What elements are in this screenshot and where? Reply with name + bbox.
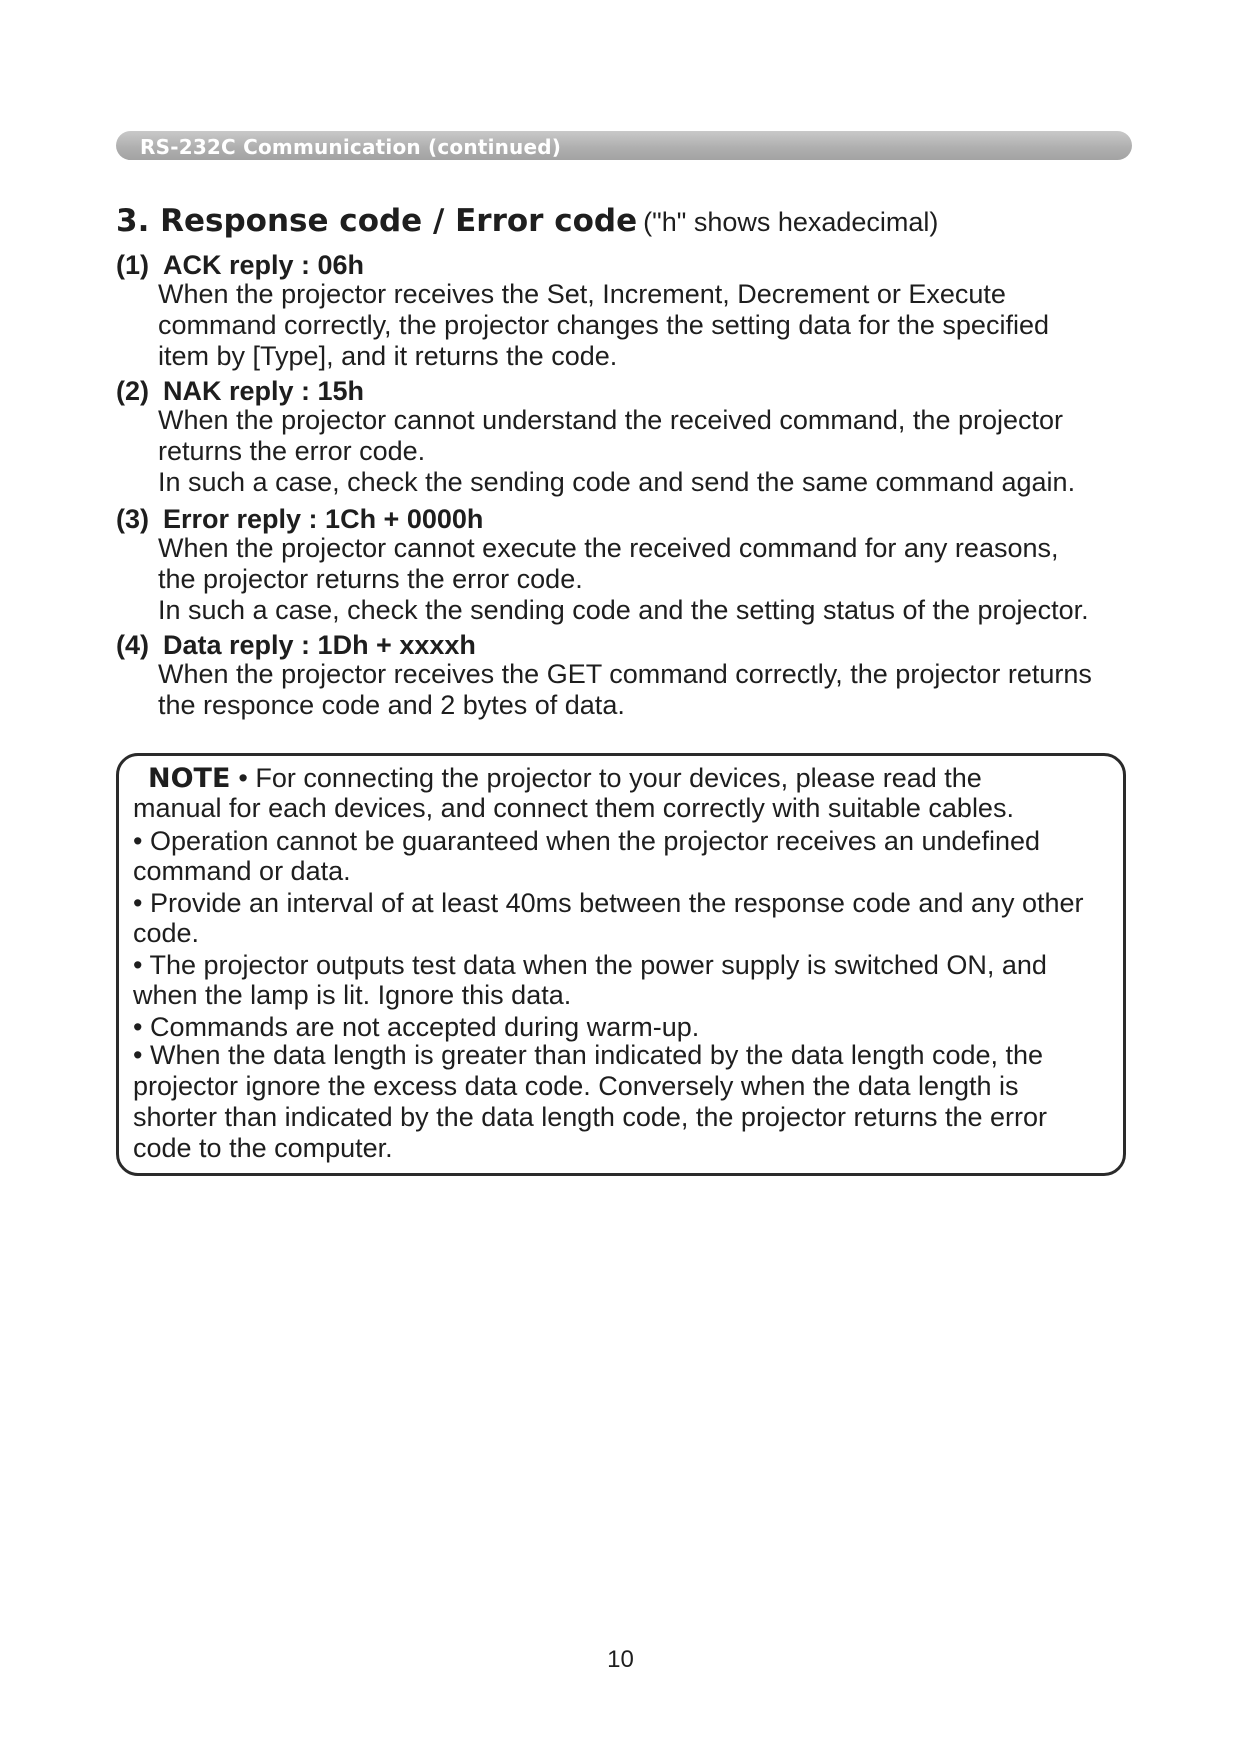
item-body-line: returns the error code. [158,436,426,466]
item-title-text: Error reply : 1Ch + 0000h [163,504,484,534]
item-body-line: In such a case, check the sending code and the setting status of the projector. [158,595,1089,625]
item-number: (3) [116,504,149,534]
note-line: code. [133,918,200,948]
item-body-line: In such a case, check the sending code and send the same command again. [158,467,1076,497]
note-line: projector ignore the excess data code. Conversely when the data length is [133,1071,1019,1101]
section-heading-note: ("h" shows hexadecimal) [643,207,939,237]
item-nak-title [116,376,364,407]
item-body-line: the responce code and 2 bytes of data. [158,690,625,720]
item-body-line: command correctly, the projector changes the setting data for the specified [158,310,1049,340]
item-body-line: When the projector cannot execute the received command for any reasons, [158,533,1059,563]
note-line: • When the data length is greater than indicated by the data length code, the [133,1040,1044,1070]
note-line-text: • For connecting the projector to your devices, please read the [238,763,982,793]
item-title-text: Data reply : 1Dh + xxxxh [163,630,476,660]
item-number: (2) [116,376,149,406]
note-line: shorter than indicated by the data length code, the projector returns the error [133,1102,1048,1132]
note-line: when the lamp is lit. Ignore this data. [133,980,572,1010]
note-line: • Commands are not accepted during warm-up. [133,1012,700,1042]
section-heading [116,203,938,239]
note-line: • The projector outputs test data when the power supply is switched ON, and [133,950,1047,980]
section-banner-label: RS-232C Communication (continued) [140,135,562,159]
note-line [133,763,982,794]
item-body-line: When the projector receives the Set, Increment, Decrement or Execute [158,279,1006,309]
note-line: command or data. [133,856,351,886]
note-line: code to the computer. [133,1133,393,1163]
section-heading-title: 3. Response code / Error code [116,203,638,239]
page-number: 10 [607,1646,634,1673]
section-banner [116,131,1132,160]
item-body-line: item by [Type], and it returns the code. [158,341,618,371]
item-ack-title [116,250,364,281]
item-body-line: the projector returns the error code. [158,564,583,594]
note-label: NOTE [148,763,231,794]
item-data-title [116,630,476,661]
item-title-text: NAK reply : 15h [163,376,365,406]
note-line: manual for each devices, and connect them correctly with suitable cables. [133,793,1014,823]
item-error-title [116,504,483,535]
item-title-text: ACK reply : 06h [163,250,365,280]
item-number: (4) [116,630,149,660]
item-body-line: When the projector receives the GET command correctly, the projector returns [158,659,1092,689]
item-body-line: When the projector cannot understand the received command, the projector [158,405,1064,435]
note-line: • Operation cannot be guaranteed when the projector receives an undefined [133,826,1041,856]
note-line: • Provide an interval of at least 40ms between the response code and any other [133,888,1084,918]
item-number: (1) [116,250,149,280]
